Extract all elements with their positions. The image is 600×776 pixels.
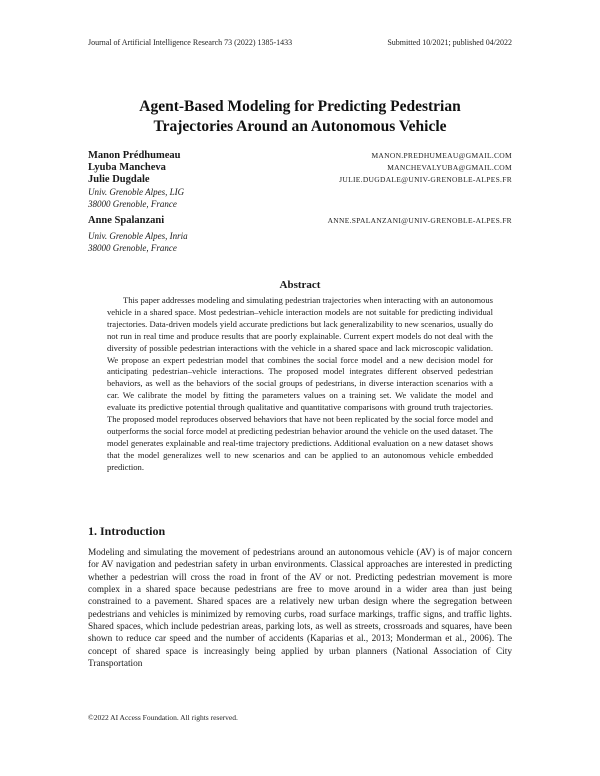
affiliation-line: Univ. Grenoble Alpes, LIG xyxy=(88,187,185,197)
author-name: Anne Spalanzani xyxy=(88,215,165,226)
author-block-2 xyxy=(88,215,512,254)
introduction-text: Modeling and simulating the movement of pedestrians around an autonomous vehicle (AV) is of major concern for AV navigation and pedestrian safety in urban environments. Classical approaches are interested in predicting whether a pedestrian will cross the road in front of the AV or not. Predicting pedestrian movement is more complex in a shared space because pedestrians are free to move around in a wider area than just being constrained to a pavement. Shared spaces are a relatively new urban design where the segregation between pedestrians and vehicles is minimized by removing curbs, road surface markings, traffic signs, and traffic lights. Shared spaces, which include pedestrian areas, parking lots, as well as streets, crossroads and squares, have been shown to reduce car speed and the number of accidents (Kaparias et al., 2013; Monderman et al., 2006). The concept of shared space is increasingly being applied by urban planners (National Association of City Transportation xyxy=(88,548,512,670)
abstract-text: This paper addresses modeling and simulating pedestrian trajectories when interacting with an autonomous vehicle in a shared space. Most pedestrian–vehicle interaction models are not suitable for predicting individual trajectories. Data-driven models yield accurate predictions but lack generalizability to new scenarios, usually do not run in real time and produce results that are poorly explainable. Current expert models do not deal with the diversity of possible pedestrian interactions with the vehicle in a shared space and lack microscopic validation. We propose an expert pedestrian model that combines the social force model and a new decision model for anticipating pedestrian–vehicle interactions. The proposed model integrates different observed pedestrian behaviors, as well as the behaviors of the social groups of pedestrians, in diverse interaction scenarios with a car. We calibrate the model by fitting the parameters values on a training set. We validate the model and evaluate its predictive potential through qualitative and quantitative comparisons with ground truth trajectories. The proposed model reproduces observed behaviors that have not been replicated by the social force model and outperforms the social force model at predicting pedestrian behavior around the vehicle on the used dataset. The model generates explainable and real-time trajectory predictions. Additional evaluation on a new dataset shows that the model generalizes well to new scenarios and can be applied to an autonomous vehicle embedded prediction. xyxy=(107,295,493,472)
affiliation-city: 38000 Grenoble, France xyxy=(88,243,177,253)
author-row xyxy=(88,215,512,227)
author-row xyxy=(88,174,512,186)
title-line-1: Agent-Based Modeling for Predicting Pedestrian xyxy=(139,98,461,115)
author-row xyxy=(88,162,512,174)
author-name: Lyuba Mancheva xyxy=(88,162,166,173)
title-line-2: Trajectories Around an Autonomous Vehicle xyxy=(153,118,447,135)
abstract-heading: Abstract xyxy=(279,279,321,291)
author-name: Manon Prédhumeau xyxy=(88,150,181,161)
section-heading-introduction: 1. Introduction xyxy=(88,524,166,538)
journal-citation: Journal of Artificial Intelligence Research 73 (2022) 1385-1433 xyxy=(88,38,293,47)
paper-title xyxy=(60,97,540,137)
affiliation-line: Univ. Grenoble Alpes, Inria xyxy=(88,231,188,241)
affiliation-city: 38000 Grenoble, France xyxy=(88,199,177,209)
author-block-1 xyxy=(88,150,512,210)
running-header xyxy=(88,38,512,47)
copyright-footer: ©2022 AI Access Foundation. All rights reserved. xyxy=(88,713,238,722)
author-email[interactable]: JULIE.DUGDALE@UNIV-GRENOBLE-ALPES.FR xyxy=(339,175,512,184)
author-email[interactable]: MANCHEVALYUBA@GMAIL.COM xyxy=(387,163,512,172)
submission-dates: Submitted 10/2021; published 04/2022 xyxy=(387,38,512,47)
author-row xyxy=(88,150,512,162)
author-email[interactable]: ANNE.SPALANZANI@UNIV-GRENOBLE-ALPES.FR xyxy=(327,216,512,225)
author-email[interactable]: MANON.PREDHUMEAU@GMAIL.COM xyxy=(371,151,512,160)
author-name: Julie Dugdale xyxy=(88,174,150,185)
